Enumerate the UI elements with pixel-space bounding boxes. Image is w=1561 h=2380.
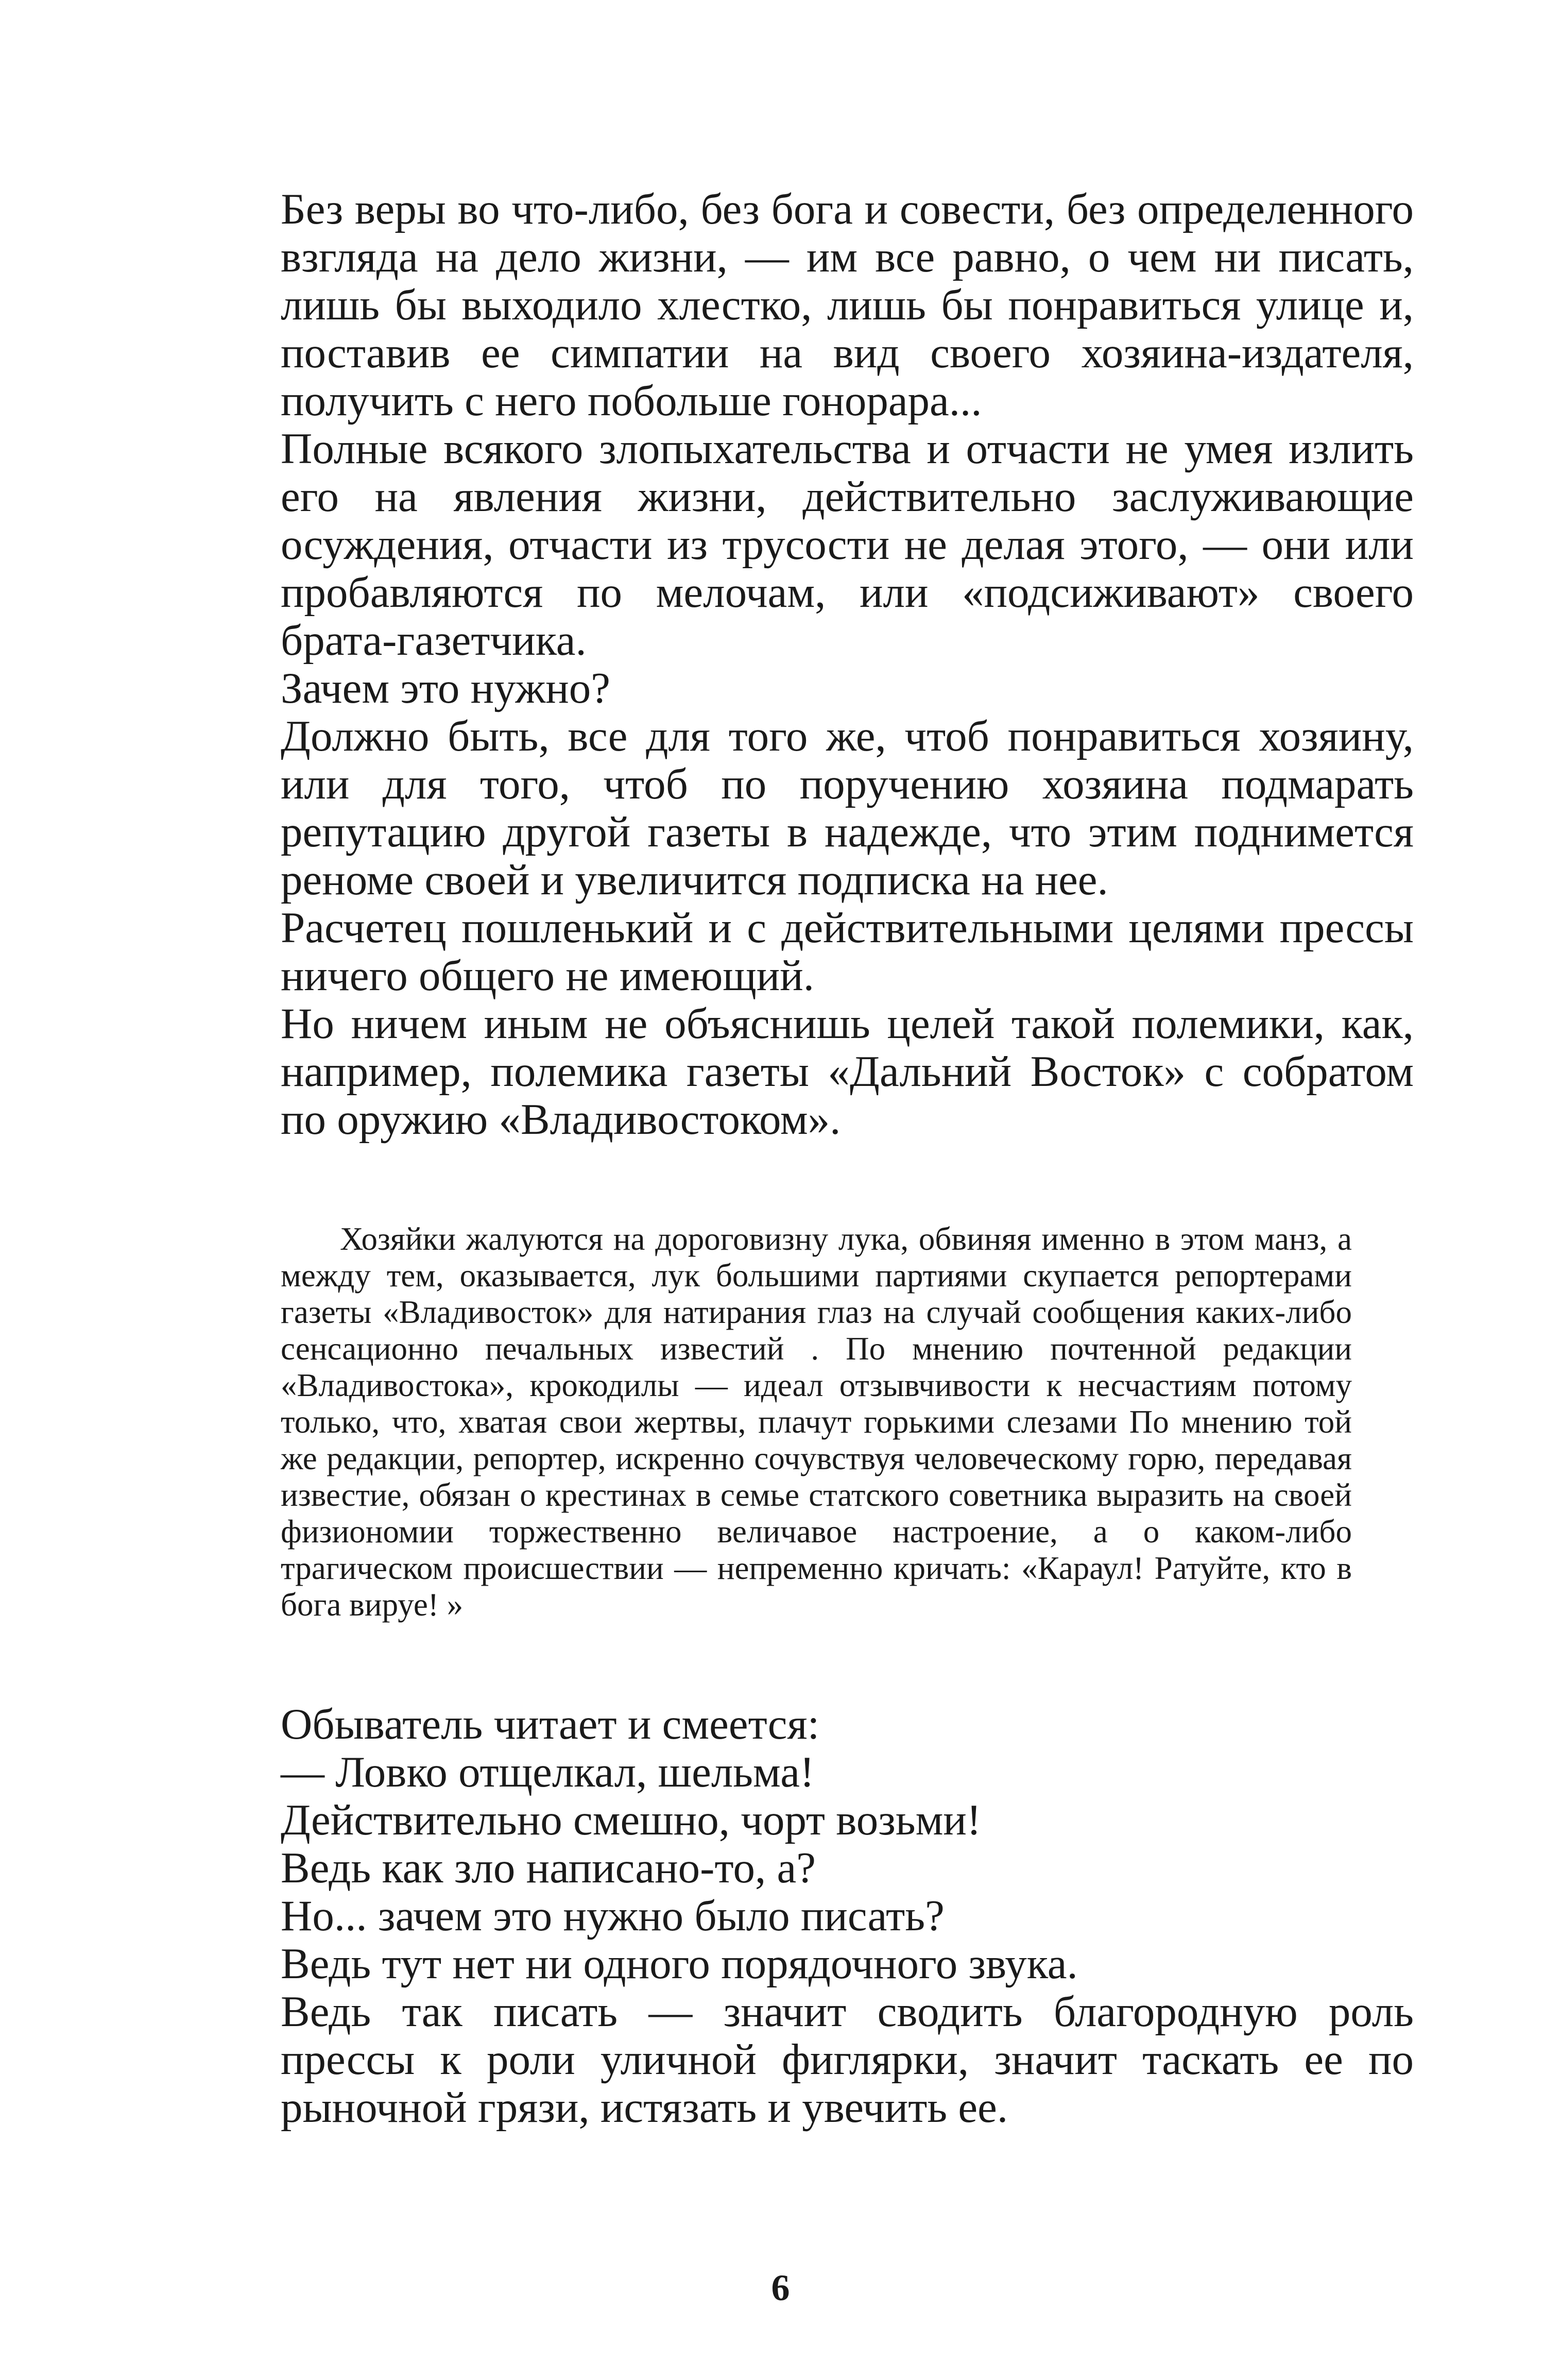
page-number: 6 (771, 2267, 790, 2308)
paragraph: Зачем это нужно? (281, 664, 610, 712)
paragraph: Ведь как зло написано-то, а? (281, 1844, 816, 1892)
paragraph: Обыватель читает и смеется: (281, 1700, 820, 1748)
paragraph: Ведь тут нет ни одного порядочного звука. (281, 1940, 1078, 1988)
after-quote-text (281, 1701, 1414, 2132)
newspaper-quote (281, 1221, 1414, 1623)
paragraph: Но ничем иным не объяснишь целей такой полемики, как, например, полемика газеты «Дальний Восток» с собратом по оружию «Владивостоком». (281, 999, 1414, 1144)
paragraph: Но... зачем это нужно было писать? (281, 1892, 945, 1940)
main-text (281, 185, 1414, 1144)
paragraph: Должно быть, все для того же, чтоб понравиться хозяину, или для того, чтоб по поручению хозяина подмарать репутацию другой газеты в надежде, что этим поднимется реноме своей и увеличится подписка на нее. (281, 712, 1414, 904)
paragraph: Без веры во что-либо, без бога и совести, без определенного взгляда на дело жизни, — им все равно, о чем ни писать, лишь бы выходило хлестко, лишь бы понравиться улице и, поставив ее симпатии на вид своего хозяина-издателя, получить с него побольше гонорара... (281, 185, 1414, 425)
paragraph: — Ловко отщелкал, шельма! (281, 1748, 815, 1796)
paragraph: Полные всякого злопыхательства и отчасти не умея излить его на явления жизни, действительно заслуживающие осуждения, отчасти из трусости не делая этого, — они или пробавляются по мелочам, или «подсиживают» своего брата-газетчика. (281, 424, 1414, 665)
paragraph: Расчетец пошленький и с действительными целями прессы ничего общего не имеющий. (281, 904, 1414, 1000)
quote-text: Хозяйки жалуются на дороговизну лука, обвиняя именно в этом манз, а между тем, оказывается, лук большими партиями скупается репортерами газеты «Владивосток» для натирания глаз на случай сообщения каких-либо сенсационно печальных известий . По мнению почтенной редакции «Владивостока», крокодилы — идеал отзывчивости к несчастиям потому только, что, хватая свои жертвы, плачут горькими слезами По мнению той же редакции, репортер, искренно сочувствуя человеческому горю, передавая известие, обязан о крестинах в семье статского советника выразить на своей физиономии торжественно величавое настроение, а о каком-либо трагическом происшествии — непременно кричать: «Караул! Ратуйте, кто в бога вируе! » (281, 1221, 1352, 1623)
paragraph: Действительно смешно, чорт возьми! (281, 1796, 982, 1844)
paragraph: Ведь так писать — значит сводить благородную роль прессы к роли уличной фиглярки, значит таскать ее по рыночной грязи, истязать и увечить ее. (281, 1987, 1414, 2132)
page-body (281, 185, 1414, 2132)
